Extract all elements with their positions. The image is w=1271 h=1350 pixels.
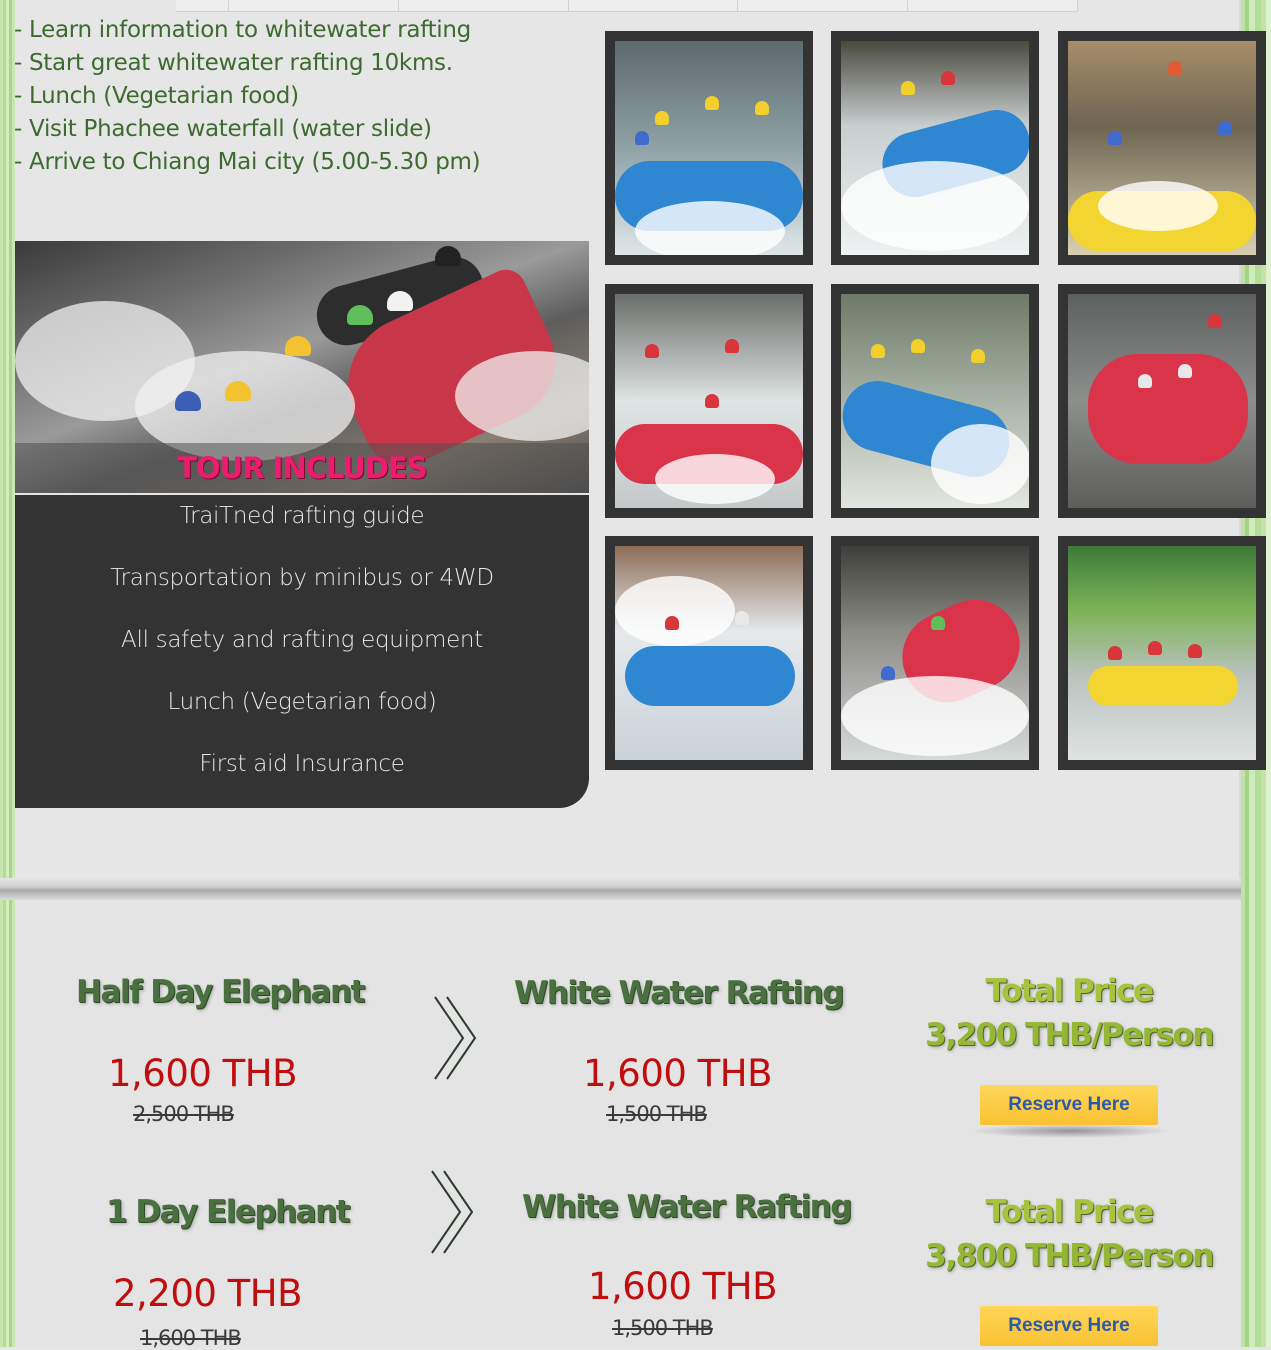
tour-includes-banner [15,443,589,493]
include-item: Transportation by minibus or 4WD [110,565,494,591]
itinerary-list [14,14,480,179]
chevron-right-icon [427,1168,477,1256]
package-addon-price: 1,600 THB [588,1265,777,1308]
gallery-photo[interactable] [1058,284,1266,518]
package-addon-old-price: 1,500 THB [612,1316,713,1340]
gallery-photo[interactable] [831,31,1039,265]
itinerary-item: - Start great whitewater rafting 10kms. [14,50,453,76]
tour-includes-hero-image [15,241,589,493]
include-item: TraiTned rafting guide [179,503,425,529]
include-item: Lunch (Vegetarian food) [167,689,437,715]
package-activity-price: 2,200 THB [113,1272,302,1315]
gallery-photo[interactable] [831,284,1039,518]
left-decorative-border [0,0,15,1347]
itinerary-item: - Arrive to Chiang Mai city (5.00-5.30 pm) [14,149,481,175]
nav-segment[interactable] [176,0,229,11]
package-activity-old-price: 2,500 THB [133,1102,234,1126]
nav-segment[interactable] [229,0,399,11]
package-activity-title: 1 Day Elephant [106,1194,349,1230]
package-activity-old-price: 1,600 THB [140,1326,241,1350]
reserve-button[interactable]: Reserve Here [980,1306,1158,1346]
gallery-photo[interactable] [1058,31,1266,265]
gallery-photo[interactable] [605,31,813,265]
package-addon-old-price: 1,500 THB [606,1102,707,1126]
package-activity-price: 1,600 THB [108,1052,297,1095]
top-nav-bar [176,0,1078,12]
gallery-photo[interactable] [1058,536,1266,770]
nav-segment[interactable] [908,0,1078,11]
total-price-label: Total Price [985,1194,1153,1230]
itinerary-item: - Learn information to whitewater rafting [14,17,471,43]
chevron-right-icon [430,994,480,1082]
gallery-photo[interactable] [831,536,1039,770]
package-addon-title: White Water Rafting [514,975,843,1011]
include-item: First aid Insurance [199,751,405,777]
nav-segment[interactable] [399,0,569,11]
tour-includes-heading: TOUR INCLUDES [177,451,427,485]
total-price-value: 3,800 THB/Person [925,1238,1213,1274]
include-item: All safety and rafting equipment [121,627,483,653]
package-activity-title: Half Day Elephant [76,974,364,1010]
nav-segment[interactable] [569,0,739,11]
gallery-photo[interactable] [605,284,813,518]
gallery-photo[interactable] [605,536,813,770]
package-addon-title: White Water Rafting [522,1189,851,1225]
total-price-value: 3,200 THB/Person [925,1017,1213,1053]
itinerary-item: - Visit Phachee waterfall (water slide) [14,116,432,142]
nav-segment[interactable] [738,0,908,11]
section-divider [0,878,1241,900]
photo-gallery [605,31,1265,771]
reserve-button[interactable]: Reserve Here [980,1085,1158,1125]
itinerary-item: - Lunch (Vegetarian food) [14,83,299,109]
package-addon-price: 1,600 THB [583,1052,772,1095]
total-price-label: Total Price [985,973,1153,1009]
tour-includes-panel [15,495,589,808]
